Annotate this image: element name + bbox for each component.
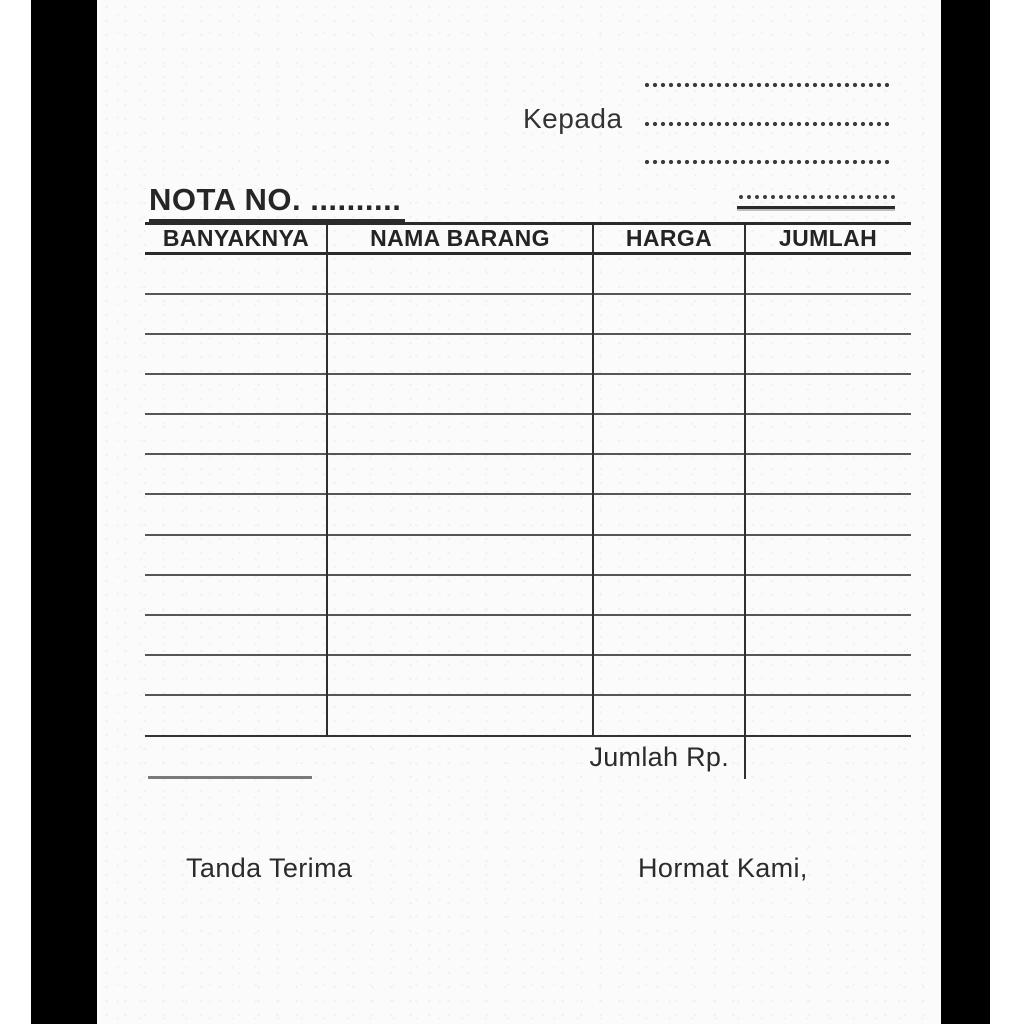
kepada-label: Kepada [523,103,623,134]
nota-form-paper [97,0,941,1024]
kepada-fill-line [643,121,893,127]
table-row [145,255,911,295]
column-header-banyaknya: BANYAKNYA [162,225,310,251]
hormat-kami-label: Hormat Kami, [638,853,808,883]
jumlah-column-divider-extension [744,737,746,779]
jumlah-total-label: Jumlah Rp. [589,742,729,772]
column-divider [592,225,594,737]
column-divider [326,225,328,737]
letterbox-bar-left [31,0,97,1024]
table-header-row [145,225,911,255]
underline-rule [737,206,895,209]
kepada-fill-line [643,82,893,88]
table-body [145,255,911,734]
table-row [145,415,911,455]
table-row [145,455,911,495]
column-header-nama-barang: NAMA BARANG [370,225,550,251]
table-row [145,295,911,335]
table-row [145,696,911,734]
table-row [145,656,911,696]
table-row [145,616,911,656]
dotted-line [737,194,895,200]
column-divider [744,225,746,737]
nota-number-fill-line [737,194,895,209]
letterbox-bar-right [941,0,990,1024]
nota-number-title: NOTA NO. .......... [149,182,405,222]
kepada-fill-line [643,159,893,165]
items-table [145,222,911,737]
tanda-terima-label: Tanda Terima [186,853,353,883]
column-header-jumlah: JUMLAH [778,225,878,251]
table-row [145,495,911,535]
table-row [145,375,911,415]
table-row [145,576,911,616]
signature-line [148,776,312,779]
table-row [145,536,911,576]
column-header-harga: HARGA [625,225,713,251]
table-row [145,335,911,375]
